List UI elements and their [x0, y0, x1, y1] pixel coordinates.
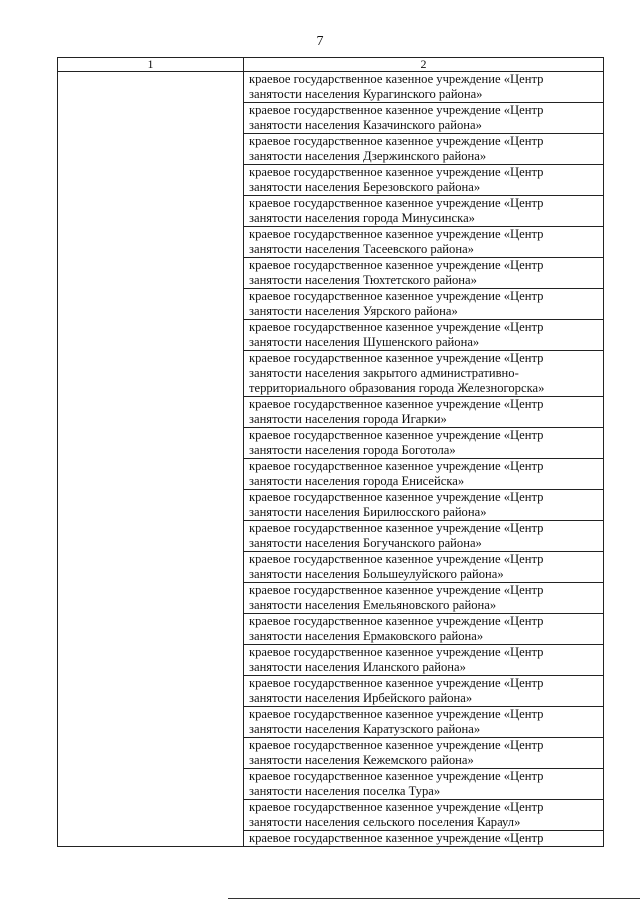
- cell-text-line: занятости населения Ирбейского района»: [249, 691, 473, 705]
- cell-text-line: занятости населения Березовского района»: [249, 180, 481, 194]
- cell-text-line: краевое государственное казенное учреждение «Центр: [249, 800, 544, 814]
- organization-cell: [244, 320, 604, 351]
- organization-cell: [244, 552, 604, 583]
- organization-cell: [244, 258, 604, 289]
- cell-text-line: краевое государственное казенное учреждение «Центр: [249, 289, 544, 303]
- column-header-2: 2: [244, 58, 604, 72]
- cell-text-line: краевое государственное казенное учреждение «Центр: [249, 397, 544, 411]
- cell-text-line: краевое государственное казенное учреждение «Центр: [249, 769, 544, 783]
- cell-text-line: занятости населения Уярского района»: [249, 304, 458, 318]
- cell-text-line: занятости населения закрытого административно-: [249, 366, 519, 380]
- organization-cell: [244, 676, 604, 707]
- organization-cell: [244, 103, 604, 134]
- cell-text-line: краевое государственное казенное учреждение «Центр: [249, 831, 544, 845]
- organization-cell: [244, 614, 604, 645]
- organization-cell: [244, 831, 604, 847]
- organization-cell: [244, 459, 604, 490]
- table-body: [58, 72, 604, 847]
- cell-text-line: занятости населения Емельяновского района»: [249, 598, 497, 612]
- cell-text-line: занятости населения города Боготола»: [249, 443, 456, 457]
- cell-text-line: занятости населения поселка Тура»: [249, 784, 441, 798]
- organization-cell: [244, 196, 604, 227]
- cell-text-line: краевое государственное казенное учреждение «Центр: [249, 459, 544, 473]
- column-1-cell: [58, 72, 244, 847]
- cell-text-line: краевое государственное казенное учреждение «Центр: [249, 676, 544, 690]
- cell-text-line: занятости населения Тюхтетского района»: [249, 273, 477, 287]
- organization-cell: [244, 351, 604, 397]
- cell-text-line: краевое государственное казенное учреждение «Центр: [249, 707, 544, 721]
- cell-text-line: краевое государственное казенное учреждение «Центр: [249, 196, 544, 210]
- organization-cell: [244, 645, 604, 676]
- cell-text-line: краевое государственное казенное учреждение «Центр: [249, 614, 544, 628]
- cell-text-line: краевое государственное казенное учреждение «Центр: [249, 134, 544, 148]
- cell-text-line: занятости населения Богучанского района»: [249, 536, 482, 550]
- cell-text-line: краевое государственное казенное учреждение «Центр: [249, 552, 544, 566]
- organization-cell: [244, 72, 604, 103]
- cell-text-line: занятости населения Казачинского района»: [249, 118, 482, 132]
- cell-text-line: занятости населения города Минусинска»: [249, 211, 475, 225]
- cell-text-line: краевое государственное казенное учреждение «Центр: [249, 227, 544, 241]
- organization-cell: [244, 583, 604, 614]
- organization-cell: [244, 227, 604, 258]
- cell-text-line: занятости населения города Енисейска»: [249, 474, 465, 488]
- organization-cell: [244, 769, 604, 800]
- column-header-1: 1: [58, 58, 244, 72]
- page-number: 7: [316, 34, 324, 49]
- cell-text-line: краевое государственное казенное учреждение «Центр: [249, 583, 544, 597]
- cell-text-line: занятости населения Курагинского района»: [249, 87, 483, 101]
- organization-cell: [244, 134, 604, 165]
- cell-text-line: краевое государственное казенное учреждение «Центр: [249, 165, 544, 179]
- organization-cell: [244, 738, 604, 769]
- cell-text-line: краевое государственное казенное учреждение «Центр: [249, 738, 544, 752]
- organization-cell: [244, 800, 604, 831]
- cell-text-line: краевое государственное казенное учреждение «Центр: [249, 490, 544, 504]
- organization-cell: [244, 428, 604, 459]
- cell-text-line: занятости населения Каратузского района»: [249, 722, 481, 736]
- cell-text-line: краевое государственное казенное учреждение «Центр: [249, 645, 544, 659]
- footer-rule: [228, 898, 640, 899]
- cell-text-line: занятости населения Тасеевского района»: [249, 242, 474, 256]
- organization-cell: [244, 397, 604, 428]
- cell-text-line: занятости населения Бирилюсского района»: [249, 505, 487, 519]
- document-table: [57, 57, 604, 847]
- cell-text-line: краевое государственное казенное учреждение «Центр: [249, 351, 544, 365]
- cell-text-line: занятости населения Шушенского района»: [249, 335, 480, 349]
- organization-cell: [244, 289, 604, 320]
- organization-cell: [244, 165, 604, 196]
- organization-cell: [244, 490, 604, 521]
- cell-text-line: занятости населения Кежемского района»: [249, 753, 474, 767]
- cell-text-line: краевое государственное казенное учреждение «Центр: [249, 428, 544, 442]
- cell-text-line: краевое государственное казенное учреждение «Центр: [249, 521, 544, 535]
- table-row: [58, 72, 604, 103]
- cell-text-line: краевое государственное казенное учреждение «Центр: [249, 320, 544, 334]
- cell-text-line: занятости населения сельского поселения Караул»: [249, 815, 521, 829]
- cell-text-line: занятости населения Иланского района»: [249, 660, 466, 674]
- cell-text-line: занятости населения Большеулуйского района»: [249, 567, 504, 581]
- cell-text-line: краевое государственное казенное учреждение «Центр: [249, 258, 544, 272]
- cell-text-line: занятости населения Ермаковского района»: [249, 629, 484, 643]
- table-header-row: [58, 58, 604, 72]
- organization-cell: [244, 707, 604, 738]
- cell-text-line: краевое государственное казенное учреждение «Центр: [249, 72, 544, 86]
- organization-cell: [244, 521, 604, 552]
- cell-text-line: занятости населения города Игарки»: [249, 412, 447, 426]
- cell-text-line: территориального образования города Железногорска»: [249, 381, 545, 395]
- cell-text-line: занятости населения Дзержинского района»: [249, 149, 487, 163]
- cell-text-line: краевое государственное казенное учреждение «Центр: [249, 103, 544, 117]
